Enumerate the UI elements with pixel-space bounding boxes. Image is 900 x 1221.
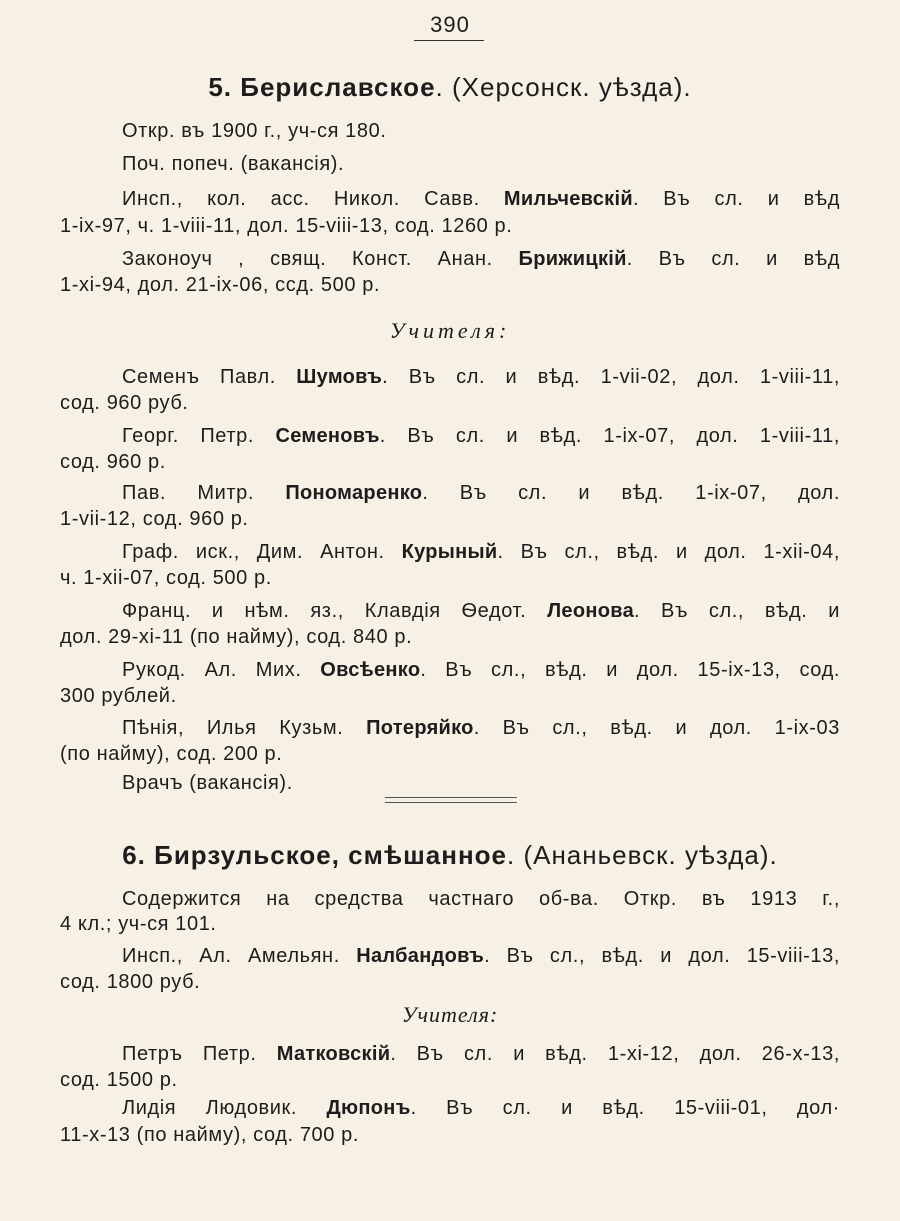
entry-prefix: Георг. Петр.: [122, 425, 254, 447]
section-5-trustee: Поч. попеч. (вакансія).: [122, 153, 345, 175]
page-number: 390: [430, 12, 470, 37]
teacher-entry: [122, 659, 840, 682]
entry-prefix: Инсп., кол. асс. Никол. Савв.: [122, 188, 480, 210]
section-5-number: 5.: [208, 72, 233, 102]
entry-surname: Семеновъ: [275, 425, 380, 447]
section-6-number: 6.: [122, 840, 146, 870]
entry-surname: Налбандовъ: [356, 945, 485, 967]
section-5-district: . (Херсонск. уѣзда).: [435, 72, 692, 102]
teacher-entry: [122, 541, 840, 564]
section-5-opened: Откр. въ 1900 г., уч-ся 180.: [122, 120, 387, 142]
entry-surname: Овсѣенко: [320, 659, 421, 681]
entry-suffix: . Въ сл., вѣд. и дол. 15-viii-13,: [484, 945, 840, 967]
section-6-support-cont: 4 кл.; уч-ся 101.: [60, 913, 217, 935]
entry-suffix: . Въ сл., вѣд. и: [634, 600, 840, 622]
teacher-entry-cont: 1-vii-12, сод. 960 р.: [60, 508, 249, 530]
entry-surname: Курыный: [401, 541, 498, 563]
teacher-entry-cont: (по найму), сод. 200 р.: [60, 743, 283, 765]
teacher-entry: [122, 366, 840, 389]
section-6-support: Содержится на средства частнаго об-ва. Откр. въ 1913 г.,: [122, 888, 840, 910]
teacher-entry-cont: 300 рублей.: [60, 685, 177, 707]
entry-surname: Дюпонъ: [326, 1097, 411, 1119]
section-5-law-teacher-cont: 1-xi-94, дол. 21-ix-06, ссд. 500 р.: [60, 274, 381, 296]
entry-prefix: Граф. иск., Дим. Антон.: [122, 541, 385, 563]
entry-surname: Потеряйко: [366, 717, 474, 739]
section-5-law-teacher: [122, 248, 840, 271]
teacher-entry: [122, 600, 840, 623]
entry-suffix: . Въ сл. и вѣд. 1-ix-07, дол.: [422, 482, 840, 504]
section-5-doctor: Врачъ (вакансія).: [122, 772, 293, 794]
teacher-entry-cont: 11-x-13 (по найму), сод. 700 р.: [60, 1124, 360, 1146]
section-6-heading: [0, 840, 900, 871]
entry-prefix: Рукод. Ал. Мих.: [122, 659, 302, 681]
page-number-rule: [414, 40, 484, 41]
entry-prefix: Законоуч , свящ. Конст. Анан.: [122, 248, 493, 270]
section-5-inspector: [122, 188, 840, 211]
entry-prefix: Пѣнія, Илья Кузьм.: [122, 717, 344, 739]
entry-surname: Брижицкій: [518, 248, 627, 270]
entry-suffix: . Въ сл. и вѣд. 1-ix-07, дол. 1-viii-11,: [379, 425, 840, 447]
entry-surname: Шумовъ: [296, 366, 383, 388]
entry-prefix: Петръ Петр.: [122, 1043, 257, 1065]
section-divider: [385, 797, 517, 803]
entry-surname: Пономаренко: [285, 482, 423, 504]
section-6-name: Бирзульское, смѣшанное: [154, 840, 507, 870]
section-5-name: Бериславское: [240, 72, 436, 102]
entry-suffix: . Въ сл. и вѣд: [632, 188, 840, 210]
section-6-inspector-cont: сод. 1800 руб.: [60, 971, 201, 993]
teacher-entry-cont: сод. 960 р.: [60, 451, 166, 473]
entry-surname: Леонова: [547, 600, 635, 622]
entry-suffix: . Въ сл. и вѣд. 1-xi-12, дол. 26-x-13,: [390, 1043, 840, 1065]
entry-prefix: Пав. Митр.: [122, 482, 255, 504]
section-5-heading: [0, 72, 900, 103]
teacher-entry: [122, 1097, 840, 1120]
entry-prefix: Лидія Людовик.: [122, 1097, 298, 1119]
entry-suffix: . Въ сл. и вѣд: [626, 248, 840, 270]
section-5-inspector-cont: 1-ix-97, ч. 1-viii-11, дол. 15-viii-13, сод. 1260 р.: [60, 215, 513, 237]
entry-suffix: . Въ сл. и вѣд. 1-vii-02, дол. 1-viii-11,: [382, 366, 840, 388]
entry-suffix: . Въ сл., вѣд. и дол. 1-ix-03: [473, 717, 840, 739]
entry-suffix: . Въ сл., вѣд. и дол. 1-xii-04,: [497, 541, 840, 563]
teacher-entry: [122, 717, 840, 740]
teacher-entry-cont: сод. 1500 р.: [60, 1069, 178, 1091]
entry-prefix: Франц. и нѣм. яз., Клавдія Ѳедот.: [122, 600, 527, 622]
entry-prefix: Инсп., Ал. Амельян.: [122, 945, 340, 967]
section-5-teachers-heading: Учителя:: [389, 318, 511, 343]
section-6-district: . (Ананьевск. уѣзда).: [507, 840, 778, 870]
entry-surname: Мильчевскій: [503, 188, 633, 210]
entry-prefix: Семенъ Павл.: [122, 366, 276, 388]
teacher-entry-cont: сод. 960 руб.: [60, 392, 189, 414]
section-6-inspector: [122, 945, 840, 968]
teacher-entry: [122, 1043, 840, 1066]
teacher-entry: [122, 425, 840, 448]
section-6-teachers-heading: Учителя:: [401, 1002, 499, 1027]
entry-surname: Матковскій: [276, 1043, 391, 1065]
entry-suffix: . Въ сл., вѣд. и дол. 15-ix-13, сод.: [420, 659, 840, 681]
teacher-entry-cont: дол. 29-xi-11 (по найму), сод. 840 р.: [60, 626, 413, 648]
entry-suffix: . Въ сл. и вѣд. 15-viii-01, дол·: [410, 1097, 840, 1119]
teacher-entry: [122, 482, 840, 505]
teacher-entry-cont: ч. 1-xii-07, сод. 500 р.: [60, 567, 272, 589]
